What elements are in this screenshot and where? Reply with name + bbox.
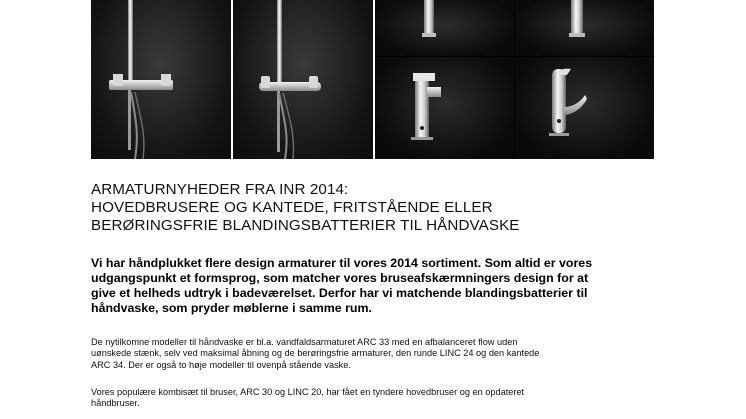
shower-set-angular-illustration — [91, 0, 231, 159]
product-photo-strip — [91, 0, 654, 159]
press-release-heading — [91, 181, 691, 235]
touchfree-faucet-angular-photo — [375, 57, 514, 159]
shower-set-photo-round — [233, 0, 373, 159]
lead-paragraph — [91, 256, 691, 316]
heading-line: HOVEDBRUSERE OG KANTEDE, FRITSTÅENDE ELLER — [91, 199, 493, 216]
body-line: uønskede stænk, selv ved maksimal åbning og de berøringsfrie armaturer, den runde LINC 24 og den kantede — [91, 348, 540, 359]
heading-line: BERØRINGSFRIE BLANDINGSBATTERIER TIL HÅNDVASKE — [91, 217, 520, 234]
body-line: håndbruser. — [91, 398, 140, 409]
shower-set-round-illustration — [233, 0, 373, 159]
faucet-photo-grid — [375, 0, 654, 159]
shower-set-photo-angular — [91, 0, 231, 159]
heading-line: ARMATURNYHEDER FRA INR 2014: — [91, 181, 349, 198]
body-paragraph-2 — [91, 387, 691, 410]
lead-line: Vi har håndplukket flere design armaturer til vores 2014 sortiment. Som altid er vores — [91, 256, 593, 270]
body-line: Vores populære kombisæt til bruser, ARC 30 og LINC 20, har fået en tyndere hovedbruser og en opdateret — [91, 387, 525, 397]
lead-line: udgangspunkt et formsprog, som matcher vores bruseafskærmningers design for at — [91, 271, 589, 285]
tall-faucet-angular-photo — [375, 0, 514, 56]
body-paragraph-1 — [91, 337, 691, 371]
lead-line: håndvaske, som pryder møblerne i samme rum. — [91, 301, 372, 315]
lead-line: give et helheds udtryk i badeværelset. Derfor har vi matchende blandingsbatterier til — [91, 286, 588, 300]
body-line: De nytilkomne modeller til håndvaske er bl.a. vandfaldsarmaturet ARC 33 med en afbalanceret flow uden — [91, 337, 518, 347]
body-line: ARC 34. Der er også to høje modeller til ovenpå stående vaske. — [91, 359, 351, 370]
touchfree-faucet-round-photo — [515, 57, 654, 159]
tall-faucet-round-photo — [515, 0, 654, 56]
